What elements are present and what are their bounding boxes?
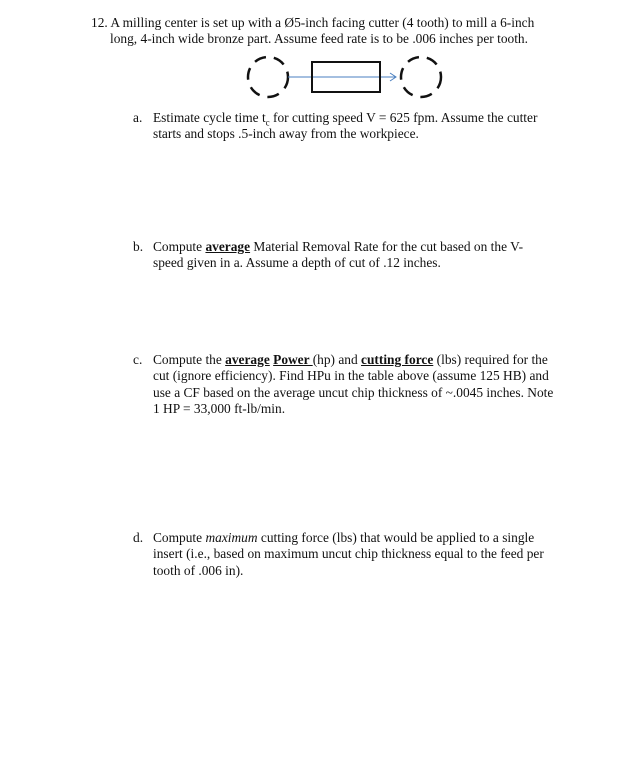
item-a-subscript: c xyxy=(265,117,270,128)
item-c-letter: c. xyxy=(133,352,143,367)
item-b-text: Compute xyxy=(153,239,206,254)
item-b-letter: b. xyxy=(133,239,144,254)
item-c-line-4: 1 HP = 33,000 ft-lb/min. xyxy=(153,401,286,417)
item-c-text-mid: (hp) and xyxy=(312,352,362,367)
item-c-emphasis-power: Power xyxy=(273,352,313,367)
item-d-text-post: cutting force (lbs) that would be applied to a single xyxy=(257,530,535,545)
cutter-end-circle xyxy=(401,57,441,97)
item-a-text: Estimate cycle time t xyxy=(153,110,266,125)
item-b-text-post: Material Removal Rate for the cut based on the V- xyxy=(250,239,524,254)
item-a-line-2: starts and stops .5-inch away from the workpiece. xyxy=(153,126,419,142)
item-b-line-1 xyxy=(153,239,583,255)
item-d xyxy=(133,530,583,579)
item-c-emphasis-force: cutting force xyxy=(361,352,434,367)
item-a xyxy=(133,110,583,143)
problem-number: 12. xyxy=(91,15,108,30)
item-d-line-1 xyxy=(153,530,583,546)
item-d-line-3: tooth of .006 in). xyxy=(153,562,244,578)
item-c-line-3: use a CF based on the average uncut chip thickness of ~.0045 inches. Note xyxy=(153,384,554,400)
item-d-text: Compute xyxy=(153,530,206,545)
item-b-line-2: speed given in a. Assume a depth of cut of .12 inches. xyxy=(153,255,441,271)
item-c-text-post: (lbs) required for the xyxy=(433,352,548,367)
workpiece-rectangle xyxy=(311,61,381,93)
item-d-letter: d. xyxy=(133,530,144,545)
cutter-start-circle xyxy=(248,57,288,97)
item-a-text-post: for cutting speed V = 625 fpm. Assume the cutter xyxy=(269,110,538,125)
item-c-text: Compute the xyxy=(153,352,226,367)
item-b xyxy=(133,239,583,272)
item-a-letter: a. xyxy=(133,110,143,125)
item-c-emphasis-average: average xyxy=(225,352,270,367)
problem-text-line-2: long, 4-inch wide bronze part. Assume feed rate is to be .006 inches per tooth. xyxy=(110,31,528,47)
problem-statement xyxy=(91,15,581,48)
problem-line-2 xyxy=(91,31,581,47)
item-d-emphasis: maximum xyxy=(205,530,258,545)
item-c-line-2: cut (ignore efficiency). Find HPu in the table above (assume 125 HB) and xyxy=(153,368,549,384)
item-d-line-2: insert (i.e., based on maximum uncut chip thickness equal to the feed per xyxy=(153,546,544,562)
problem-line-1 xyxy=(91,15,581,31)
item-a-line-1 xyxy=(153,110,583,126)
problem-text-line-1: A milling center is set up with a Ø5-inch facing cutter (4 tooth) to mill a 6-inch xyxy=(110,15,535,30)
item-c-line-1 xyxy=(153,352,583,368)
item-c xyxy=(133,352,583,418)
item-b-emphasis: average xyxy=(205,239,251,254)
